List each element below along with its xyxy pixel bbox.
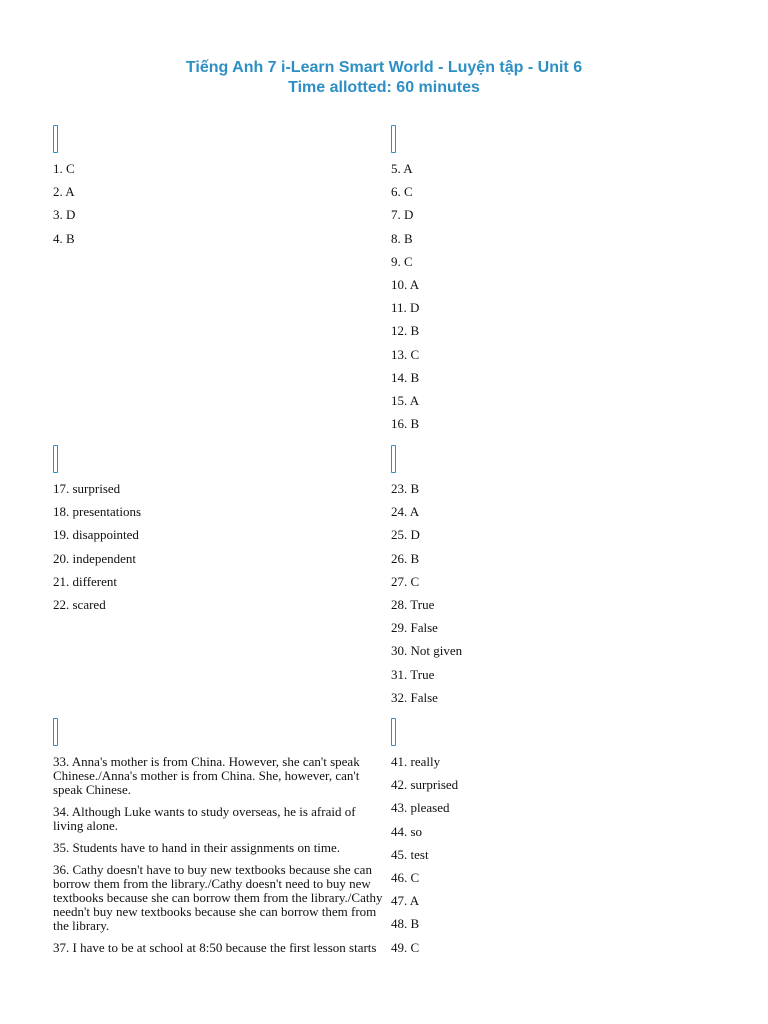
answer-item: 30. Not given [391, 643, 463, 659]
page-subtitle: Time allotted: 60 minutes [288, 79, 480, 96]
answer-list [391, 755, 721, 955]
answer-item: 14. B [391, 369, 420, 385]
answer-item: 7. D [391, 207, 414, 223]
answer-item: 36. Cathy doesn't have to buy new textbooks because she can borrow them from the library./Cathy doesn't need to buy new textbooks because she can borrow them from the library./Cathy needn't buy new textbooks because she can borrow them from the library. [53, 862, 383, 933]
answer-item: 10. A [391, 276, 420, 292]
answer-item: 49. C [391, 939, 420, 955]
answer-column-left [53, 125, 383, 255]
answer-item: 26. B [391, 550, 420, 566]
section-marker-icon [391, 125, 396, 153]
answer-item: 47. A [391, 893, 420, 909]
section-marker-icon [391, 445, 396, 473]
answer-list [391, 482, 721, 705]
answer-item: 35. Students have to hand in their assignments on time. [53, 840, 341, 855]
answer-item: 37. I have to be at school at 8:50 because the first lesson starts [53, 940, 377, 955]
answer-item: 41. really [391, 754, 441, 769]
section-marker-icon [53, 718, 58, 746]
answer-item: 31. True [391, 666, 435, 682]
answer-item: 44. so [391, 823, 423, 839]
answer-list [53, 162, 383, 246]
answer-item: 22. scared [53, 596, 106, 612]
answer-item: 19. disappointed [53, 527, 139, 543]
answer-item: 42. surprised [391, 777, 459, 793]
answer-item: 33. Anna's mother is from China. However, she can't speak Chinese./Anna's mother is from China. She, however, can't speak Chinese. [53, 754, 360, 797]
answer-item: 45. test [391, 846, 429, 862]
answer-item: 34. Although Luke wants to study overseas, he is afraid of living alone. [53, 804, 356, 833]
answer-item: 8. B [391, 230, 413, 246]
section-marker-icon [53, 445, 58, 473]
answer-item: 29. False [391, 620, 438, 636]
answer-item: 18. presentations [53, 504, 142, 520]
answer-item: 43. pleased [391, 800, 450, 816]
answer-item: 5. A [391, 161, 413, 176]
answer-item: 6. C [391, 184, 413, 200]
answer-item: 3. D [53, 207, 76, 223]
section-marker-icon [391, 718, 396, 746]
answer-item: 15. A [391, 392, 420, 408]
answer-item: 12. B [391, 323, 420, 339]
answer-item: 27. C [391, 573, 420, 589]
page-title: Tiếng Anh 7 i-Learn Smart World - Luyện tập - Unit 6 [185, 59, 583, 76]
answer-list [53, 755, 383, 955]
answer-item: 32. False [391, 689, 438, 705]
answer-item: 20. independent [53, 550, 137, 566]
answer-item: 11. D [391, 300, 420, 316]
answer-column-left [53, 718, 383, 963]
answer-item: 21. different [53, 573, 118, 589]
answer-item: 48. B [391, 916, 420, 932]
answer-item: 9. C [391, 253, 413, 269]
section-marker-icon [53, 125, 58, 153]
answer-item: 25. D [391, 527, 420, 543]
answer-item: 16. B [391, 416, 420, 432]
answer-item: 23. B [391, 481, 420, 496]
answer-list [391, 162, 721, 431]
answer-item: 13. C [391, 346, 420, 362]
answer-item: 1. C [53, 161, 75, 176]
answer-column-left [53, 445, 383, 621]
answer-list [53, 482, 383, 612]
answer-item: 17. surprised [53, 481, 121, 496]
answer-column-right [391, 718, 721, 964]
answer-column-right [391, 445, 721, 714]
answer-item: 28. True [391, 596, 435, 612]
answer-item: 24. A [391, 504, 420, 520]
answer-item: 46. C [391, 869, 420, 885]
answer-item: 2. A [53, 184, 75, 200]
answer-column-right [391, 125, 721, 440]
answer-item: 4. B [53, 230, 75, 246]
